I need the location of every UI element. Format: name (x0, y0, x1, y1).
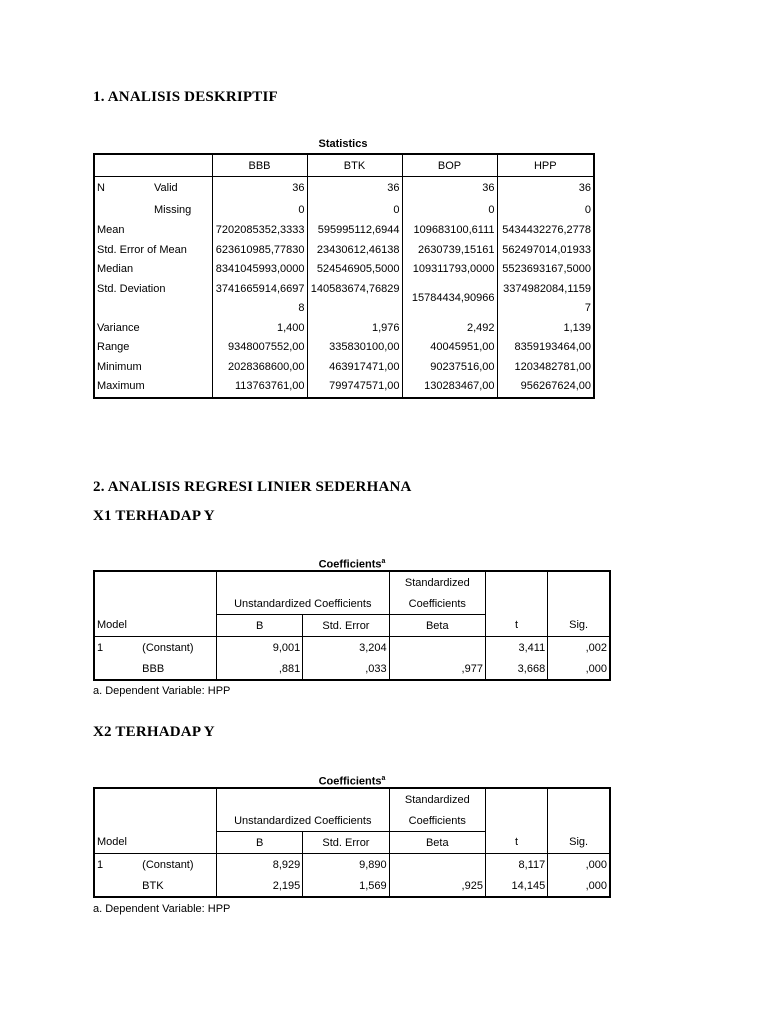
column-header: Beta (389, 832, 485, 854)
table-cell: 36 (212, 177, 307, 200)
table-cell: 36 (402, 177, 497, 200)
table-cell: ,925 (389, 875, 485, 897)
table-cell: 8341045993,0000 (212, 260, 307, 280)
table-cell: 109683100,6111 (402, 221, 497, 241)
column-header: Standardized (389, 571, 485, 593)
table-row (94, 319, 594, 339)
table-row (94, 875, 610, 897)
table-footnote: a. Dependent Variable: HPP (93, 903, 231, 915)
table-row (94, 221, 594, 241)
table-row (94, 854, 610, 876)
table-row (94, 177, 594, 200)
table-row (94, 241, 594, 261)
table-row (94, 377, 594, 398)
table-cell: 5434432276,2778 (497, 221, 594, 241)
column-header: Std. Error (303, 615, 389, 637)
subsection-heading-x1: X1 TERHADAP Y (93, 508, 215, 524)
table-row (94, 637, 610, 659)
row-sublabel: Missing (154, 203, 192, 216)
table-cell (389, 854, 485, 876)
table-cell: 3,668 (485, 658, 547, 680)
subsection-heading-x2: X2 TERHADAP Y (93, 724, 215, 740)
table-header-row (94, 154, 594, 177)
table-cell: 956267624,00 (497, 377, 594, 398)
table-row (94, 280, 594, 319)
table-cell: 1,569 (303, 875, 389, 897)
table-cell: 15784434,90966 (402, 280, 497, 319)
table-row (94, 260, 594, 280)
table-cell: 335830100,00 (307, 338, 402, 358)
table-cell: (Constant) (142, 641, 194, 654)
table-footnote: a. Dependent Variable: HPP (93, 685, 231, 697)
column-header: Unstandardized Coefficients (216, 593, 389, 615)
statistics-table (93, 153, 595, 399)
table-cell: 1,400 (212, 319, 307, 339)
row-label: Maximum (97, 380, 145, 392)
table-cell: ,033 (303, 658, 389, 680)
table-cell: BTK (142, 879, 164, 892)
table-cell: BBB (142, 662, 165, 675)
column-header: Standardized (389, 788, 485, 810)
table-cell: 90237516,00 (402, 358, 497, 378)
row-label: Range (97, 341, 130, 353)
table-cell: 8,117 (485, 854, 547, 876)
table-cell: 2,195 (216, 875, 302, 897)
table-row (94, 338, 594, 358)
table-cell: 0 (497, 199, 594, 221)
table-header-row (94, 571, 610, 593)
table-cell: 1 (97, 641, 104, 654)
table-header-row (94, 788, 610, 810)
column-header: Coefficients (389, 810, 485, 832)
table-cell: 109311793,0000 (402, 260, 497, 280)
row-label: Variance (97, 321, 140, 334)
table-cell: 7202085352,3333 (212, 221, 307, 241)
column-header: Sig. (548, 615, 610, 637)
table-cell: 463917471,00 (307, 358, 402, 378)
table-cell (94, 875, 140, 897)
table-cell: 623610985,77830 (212, 241, 307, 261)
table-cell: 595995112,6944 (307, 221, 402, 241)
column-header: Sig. (548, 832, 610, 854)
table-cell: 0 (212, 199, 307, 221)
table-cell: 8,929 (216, 854, 302, 876)
coefficients-table-x1 (93, 570, 611, 681)
column-header: B (216, 615, 302, 637)
table-cell: 524546905,5000 (307, 260, 402, 280)
coefficients-caption: Coefficients$^a$ (318, 775, 386, 788)
row-label: Median (97, 263, 134, 275)
table-corner-cell (94, 154, 212, 177)
table-cell: 1,976 (307, 319, 402, 339)
table-cell: 9348007552,00 (212, 338, 307, 358)
table-cell: 3374982084,11597 (497, 280, 594, 319)
row-label: Minimum (97, 360, 142, 373)
table-cell: 1,139 (497, 319, 594, 339)
table-cell: 23430612,46138 (307, 241, 402, 261)
table-row (94, 199, 594, 221)
column-header: B (216, 832, 302, 854)
table-cell: 40045951,00 (402, 338, 497, 358)
table-cell: ,000 (548, 658, 610, 680)
table-cell: 14,145 (485, 875, 547, 897)
table-cell: ,000 (548, 854, 610, 876)
table-cell: 140583674,76829 (307, 280, 402, 319)
row-label: N (97, 181, 105, 194)
coefficients-caption: Coefficients$^a$ (318, 558, 386, 571)
column-header: Model (94, 832, 216, 854)
table-cell (94, 658, 140, 680)
table-cell: 0 (402, 199, 497, 221)
table-header-row (94, 832, 610, 854)
table-cell: 36 (497, 177, 594, 200)
coefficients-table-x2 (93, 787, 611, 898)
table-cell: ,000 (548, 875, 610, 897)
table-cell: 2028368600,00 (212, 358, 307, 378)
column-header: BOP (402, 154, 497, 177)
column-header: Std. Error (303, 832, 389, 854)
column-header: BBB (212, 154, 307, 177)
statistics-caption: Statistics (318, 138, 368, 150)
table-cell: 0 (307, 199, 402, 221)
table-cell: 2630739,15161 (402, 241, 497, 261)
column-header: BTK (307, 154, 402, 177)
table-cell (389, 637, 485, 659)
column-header: Model (94, 615, 216, 637)
column-header: t (485, 832, 547, 854)
table-cell: 562497014,01933 (497, 241, 594, 261)
table-cell: 5523693167,5000 (497, 260, 594, 280)
table-cell: 36 (307, 177, 402, 200)
row-label: Std. Error of Mean (97, 243, 187, 256)
table-cell: 113763761,00 (212, 377, 307, 398)
column-header: Unstandardized Coefficients (216, 810, 389, 832)
table-cell: ,881 (216, 658, 302, 680)
column-header: t (485, 615, 547, 637)
row-label: Mean (97, 224, 125, 236)
table-cell: 2,492 (402, 319, 497, 339)
table-row (94, 358, 594, 378)
table-row (94, 658, 610, 680)
table-cell: 9,890 (303, 854, 389, 876)
column-header: Coefficients (389, 593, 485, 615)
table-header-row (94, 615, 610, 637)
row-label: Std. Deviation (97, 282, 166, 295)
table-cell: (Constant) (142, 858, 194, 871)
section-heading-deskriptif: 1. ANALISIS DESKRIPTIF (93, 89, 278, 105)
table-cell: 799747571,00 (307, 377, 402, 398)
table-cell: 3,411 (485, 637, 547, 659)
table-cell: ,002 (548, 637, 610, 659)
table-cell: ,977 (389, 658, 485, 680)
table-cell: 130283467,00 (402, 377, 497, 398)
column-header: HPP (497, 154, 594, 177)
table-cell: 1203482781,00 (497, 358, 594, 378)
table-cell: 3741665914,66978 (212, 280, 307, 319)
table-cell: 1 (97, 858, 104, 871)
table-cell: 3,204 (303, 637, 389, 659)
table-cell: 9,001 (216, 637, 302, 659)
column-header: Beta (389, 615, 485, 637)
row-sublabel: Valid (154, 181, 178, 194)
section-heading-regresi: 2. ANALISIS REGRESI LINIER SEDERHANA (93, 479, 412, 495)
table-cell: 8359193464,00 (497, 338, 594, 358)
